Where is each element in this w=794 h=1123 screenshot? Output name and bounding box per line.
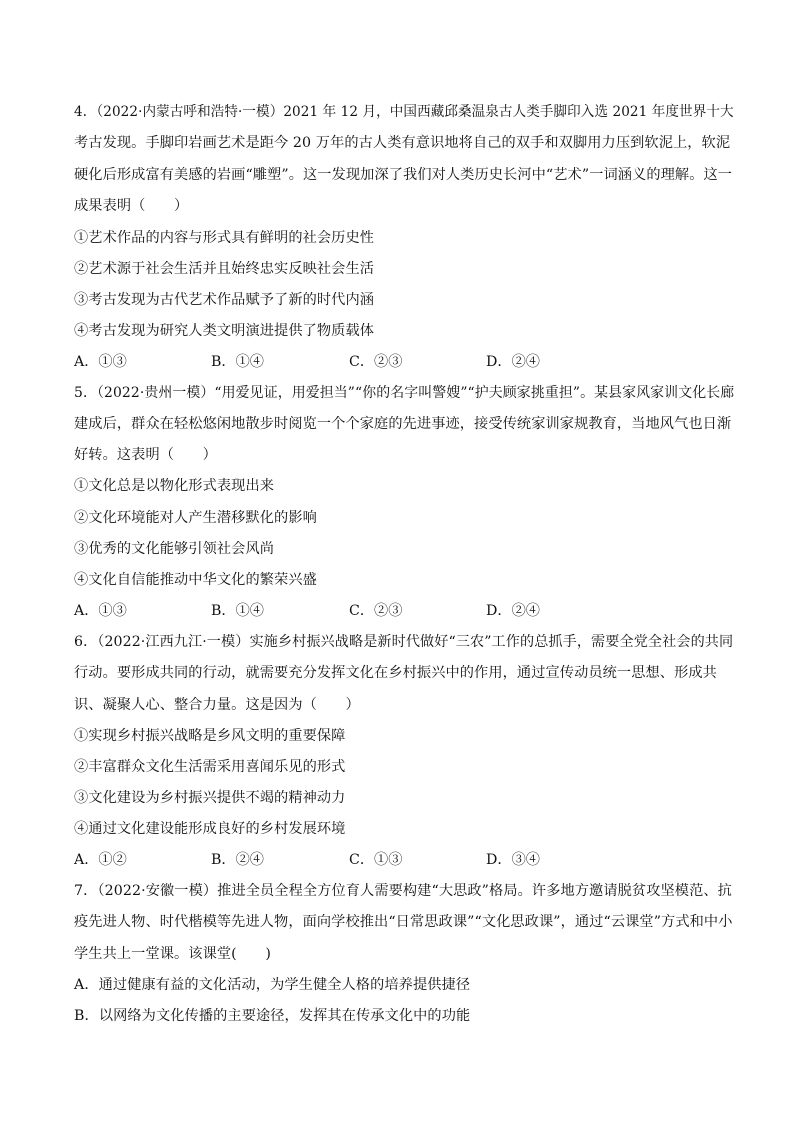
question-6-item-4: ④通过文化建设能形成良好的乡村发展环境	[74, 821, 346, 837]
question-5-stem-line-3: 好转。这表明（ ）	[74, 447, 217, 463]
question-6-item-2: ②丰富群众文化生活需采用喜闻乐见的形式	[74, 759, 346, 775]
question-6-item-1: ①实现乡村振兴战略是乡风文明的重要保障	[74, 728, 346, 744]
question-5-item-2: ②文化环境能对人产生潜移默化的影响	[74, 510, 317, 526]
question-6-stem-line-3: 识、凝聚人心、整合力量。这是因为（ ）	[74, 697, 360, 713]
question-4-item-3: ③考古发现为古代艺术作品赋予了新的时代内涵	[74, 292, 375, 308]
question-6-choice-b: B．②④	[211, 852, 264, 868]
question-5-stem-line-2: 建成后，群众在轻松悠闲地散步时阅览一个个家庭的先进事迹，接受传统家训家规教育，当地风气也日渐	[74, 416, 732, 432]
question-4-stem-line-2: 考古发现。手脚印岩画艺术是距今 20 万年的古人类有意识地将自己的双手和双脚用力压到软泥上，软泥	[74, 135, 731, 151]
question-7-choice-a: A．通过健康有益的文化活动，为学生健全人格的培养提供捷径	[74, 977, 471, 993]
question-5-choice-a: A．①③	[74, 603, 127, 619]
question-4-stem-line-3: 硬化后形成富有美感的岩画“雕塑”。这一发现加深了我们对人类历史长河中“艺术”一词涵义的理解。这一	[74, 167, 733, 183]
question-4-item-1: ①艺术作品的内容与形式具有鲜明的社会历史性	[74, 230, 375, 246]
question-4-choice-b: B．①④	[211, 354, 264, 370]
question-4-item-2: ②艺术源于社会生活并且始终忠实反映社会生活	[74, 261, 375, 277]
question-4-choice-c: C．②③	[349, 354, 403, 370]
question-5-choice-b: B．①④	[211, 603, 264, 619]
question-7-stem-line-1: 7．（2022·安徽一模）推进全员全程全方位育人需要构建“大思政”格局。许多地方邀请脱贫攻坚模范、抗	[74, 883, 732, 899]
question-7-stem-line-2: 疫先进人物、时代楷模等先进人物，面向学校推出“日常思政课”“文化思政课”，通过“云课堂”方式和中小	[74, 914, 733, 930]
question-4-item-4: ④考古发现为研究人类文明演进提供了物质载体	[74, 323, 375, 339]
question-6-stem-line-2: 行动。要形成共同的行动，就需要充分发挥文化在乡村振兴中的作用，通过宣传动员统一思想、形成共	[74, 665, 717, 681]
question-6-choice-d: D．③④	[486, 852, 540, 868]
question-5-choice-c: C．②③	[349, 603, 403, 619]
question-4-choice-a: A．①③	[74, 354, 127, 370]
question-6-choice-a: A．①②	[74, 852, 127, 868]
question-6-item-3: ③文化建设为乡村振兴提供不竭的精神动力	[74, 790, 346, 806]
question-7-stem-line-3: 学生共上一堂课。该课堂( )	[74, 946, 272, 962]
question-5-stem-line-1: 5．（2022·贵州一模）“用爱见证，用爱担当”“你的名字叫警嫂”“护夫顾家挑重担”。某县家风家训文化长廊	[74, 385, 735, 401]
question-4-stem-line-1: 4．（2022·内蒙古呼和浩特·一模）2021 年 12 月，中国西藏邱桑温泉古人类手脚印入选 2021 年度世界十大	[74, 104, 734, 120]
question-4-stem-line-4: 成果表明（ ）	[74, 198, 189, 214]
question-4-choice-d: D．②④	[486, 354, 540, 370]
question-5-item-3: ③优秀的文化能够引领社会风尚	[74, 541, 275, 557]
question-7-choice-b: B．以网络为文化传播的主要途径，发挥其在传承文化中的功能	[74, 1008, 471, 1024]
question-6-stem-line-1: 6．（2022·江西九江·一模）实施乡村振兴战略是新时代做好“三农”工作的总抓手，需要全党全社会的共同	[74, 634, 734, 650]
question-5-item-4: ④文化自信能推动中华文化的繁荣兴盛	[74, 572, 317, 588]
question-6-choice-c: C．①③	[349, 852, 403, 868]
question-5-choice-d: D．②④	[486, 603, 540, 619]
question-5-item-1: ①文化总是以物化形式表现出来	[74, 478, 275, 494]
